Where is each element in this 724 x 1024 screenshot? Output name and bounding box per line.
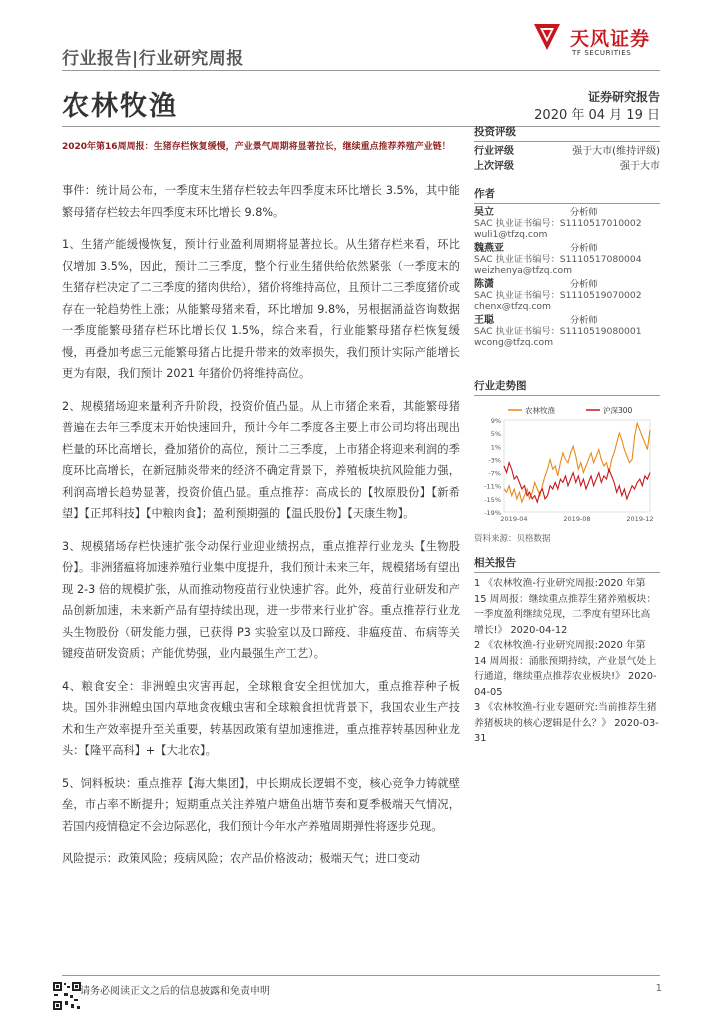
x-tick-label: 2019-04 [500,515,528,523]
analyst-role: 分析师 [570,279,598,290]
analyst-name: 王聪 [474,315,494,326]
analyst-name: 吴立 [474,207,494,218]
page-number: 1 [655,983,662,994]
related-report-text[interactable]: 1 《农林牧渔-行业研究周报:2020 年第 15 周周报：继续重点推荐生猪养殖板块：一季度盈利继续兑现，二季度有望环比高增长!》 [474,578,657,636]
body-paragraph: 5、饲料板块：重点推荐【海大集团】，中长期成长逻辑不变，核心竞争力铸就壁垒，市占率不断提升；短期重点关注养殖户塘鱼出塘节奏和夏季极端天气情况，若国内疫情稳定不会边际恶化，我们预计今年水产养殖周期弹性将逐步兑现。 [62,776,460,833]
header-divider [62,70,660,71]
related-report-text[interactable]: 3 《农林牧渔-行业专题研究:当前推荐生猪养猪板块的核心逻辑是什么？》 [474,702,657,729]
related-report[interactable] [474,700,660,747]
y-tick-label: -11% [484,482,501,491]
analyst-email[interactable]: weizhenya@tfzq.com [474,265,573,276]
footer-divider [62,975,660,976]
y-tick-label: 9% [490,417,501,425]
y-tick-label: 1% [490,443,501,452]
body-paragraph: 4、粮食安全：非洲蝗虫灾害再起，全球粮食安全担忧加大，重点推荐种子板块。国外非洲蝗虫国内草地贪夜蛾虫害和全球粮食担忧背景下，我国农业生产技术和生产效率提升至关重要，转基因政策有望加速推进，重点推荐转基因种业龙头：【隆平高科】+【大北农】。 [62,679,460,757]
sector-title: 农林牧渔 [62,91,178,122]
body-paragraph: 事件：统计局公布，一季度末生猪存栏较去年四季度末环比增长 3.5%，其中能繁母猪存栏较去年四季度末环比增长 9.8%。 [62,184,460,219]
related-report-text[interactable]: 2 《农林牧渔-行业研究周报:2020 年第 14 周周报：涌胀预期持续，产业景气处上行通道，继续重点推荐农业板块!》 [474,640,657,682]
body-paragraph: 3、规模猪场存栏快速扩张令动保行业迎业绩拐点，重点推荐行业龙头【生物股份】。非洲猪瘟将加速养殖行业集中度提升，我们预计未来三年，规模猪场有望出现 2-3 倍的规模扩张，从而推动物疫苗行业快速扩容。此外，疫苗行业研发和产品创新加速，未来新产品有望持续出现，进一步带来行业扩容。重点推荐行业龙头生物股份（研发能力强，已获得 P3 实验室以及口蹄疫、非瘟疫苗、布病等关键疫苗研发资质；产能优势强，业内最强生产工艺）。 [62,539,460,660]
trend-section [474,378,660,544]
y-tick-label: -15% [484,495,501,504]
analyst-role: 分析师 [570,315,598,326]
related-report[interactable] [474,638,660,700]
logo-name: 天风证券 [570,28,651,50]
analyst-cert: SAC 执业证书编号：S1110519070002 [474,290,642,301]
legend-label-0: 农林牧渔 [525,406,555,415]
analyst-name: 陈潇 [474,279,494,290]
y-tick-label: -7% [488,469,501,478]
analyst-cert: SAC 执业证书编号：S1110517080004 [474,254,642,265]
y-tick-label: 5% [490,430,501,439]
previous-rating-value: 强于大市 [620,161,660,172]
report-date: 2020 年 04 月 19 日 [534,108,660,123]
logo-english: TF SECURITIES [572,49,632,57]
report-subtitle: 2020年第16周周报：生猪存栏恢复缓慢，产业景气周期将显著拉长，继续重点推荐养殖产业链！ [62,142,451,152]
analyst-entry [474,279,660,312]
related-report[interactable] [474,576,660,638]
related-section [474,555,660,747]
body-paragraph: 2、规模猪场迎来量利齐升阶段，投资价值凸显。从上市猪企来看，其能繁母猪普遍在去年三季度末开始快速回升，预计今年二季度各主要上市公司均将出现出栏量的环比高增长，叠加猪价的高位，预计二三季度，上市猪企将迎来利润的季度环比高增长，在新冠肺炎带来的经济不确定背景下，养殖板块抗风险能力强，利润高增长趋势显著，投资价值凸显。重点推荐：高成长的【牧原股份】【新希望】【正邦科技】【中粮肉食】；盈利预期强的【温氏股份】【天康生物】。 [62,399,460,520]
analyst-role: 分析师 [570,207,598,218]
report-category: 证券研究报告 [587,90,660,104]
trend-title: 行业走势图 [474,378,660,396]
authors-title: 作者 [474,186,660,204]
chart-plot-frame [504,420,650,512]
related-title: 相关报告 [474,555,660,573]
analyst-entry [474,207,660,240]
report-type: 行业报告|行业研究周报 [62,49,244,69]
analyst-name: 魏燕亚 [474,243,504,254]
analyst-email[interactable]: wuli1@tfzq.com [474,229,548,240]
industry-rating-label: 行业评级 [474,146,514,157]
qr-code-icon [52,981,82,1011]
analyst-cert: SAC 执业证书编号：S1110517010002 [474,218,642,229]
authors-section [474,186,660,348]
footer-disclaimer: 请务必阅读正文之后的信息披露和免责申明 [80,986,270,997]
analyst-email[interactable]: chenx@tfzq.com [474,301,552,312]
legend-label-1: 沪深300 [603,406,633,415]
analyst-entry [474,315,660,348]
previous-rating-label: 上次评级 [474,161,514,172]
company-logo [530,18,665,66]
logo-mark-icon [530,20,564,54]
rating-section [474,124,660,174]
analyst-role: 分析师 [570,243,598,254]
previous-rating-row [474,159,660,174]
y-tick-label: -19% [484,509,501,517]
industry-rating-value: 强于大市(维持评级) [572,146,660,157]
rating-title: 投资评级 [474,124,660,142]
y-tick-label: -3% [488,456,501,465]
chart-source: 资料来源：贝格数据 [474,534,551,544]
report-body [62,180,460,881]
trend-chart [474,400,660,530]
body-paragraph: 1、生猪产能缓慢恢复，预计行业盈利周期将显著拉长。从生猪存栏来看，环比仅增加 3.5%，因此，预计二三季度，整个行业生猪供给依然紧张（一季度末的生猪存栏决定了二三季度的猪肉供给），猪价将维持高位，且预计二三季度猪价或存在一轮趋势性上涨；从能繁母猪来看，环比增加 9.8%，另根据涌益咨询数据一季度能繁母猪存栏环比增长仅 1.5%，综合来看，行业能繁母猪存栏恢复缓慢，再叠加考虑三元能繁母猪占比提升带来的效率损失，我们预计实际产能增长更为有限，我们预计 2021 年猪价仍将维持高位。 [62,238,460,380]
related-report-date: 2020-04-05 [474,671,657,698]
analyst-entry [474,243,660,276]
related-report-date: 2020-04-12 [510,624,568,636]
x-tick-label: 2019-12 [626,515,654,523]
analyst-cert: SAC 执业证书编号：S1110519080001 [474,326,642,337]
industry-rating-row [474,144,660,159]
analyst-email[interactable]: wcong@tfzq.com [474,337,554,348]
series-line-1 [504,463,650,502]
related-report-date: 2020-03-31 [474,717,659,744]
x-tick-label: 2019-08 [563,515,591,523]
risk-warning: 风险提示：政策风险；疫病风险；农产品价格波动；极端天气；进口变动 [62,852,421,865]
